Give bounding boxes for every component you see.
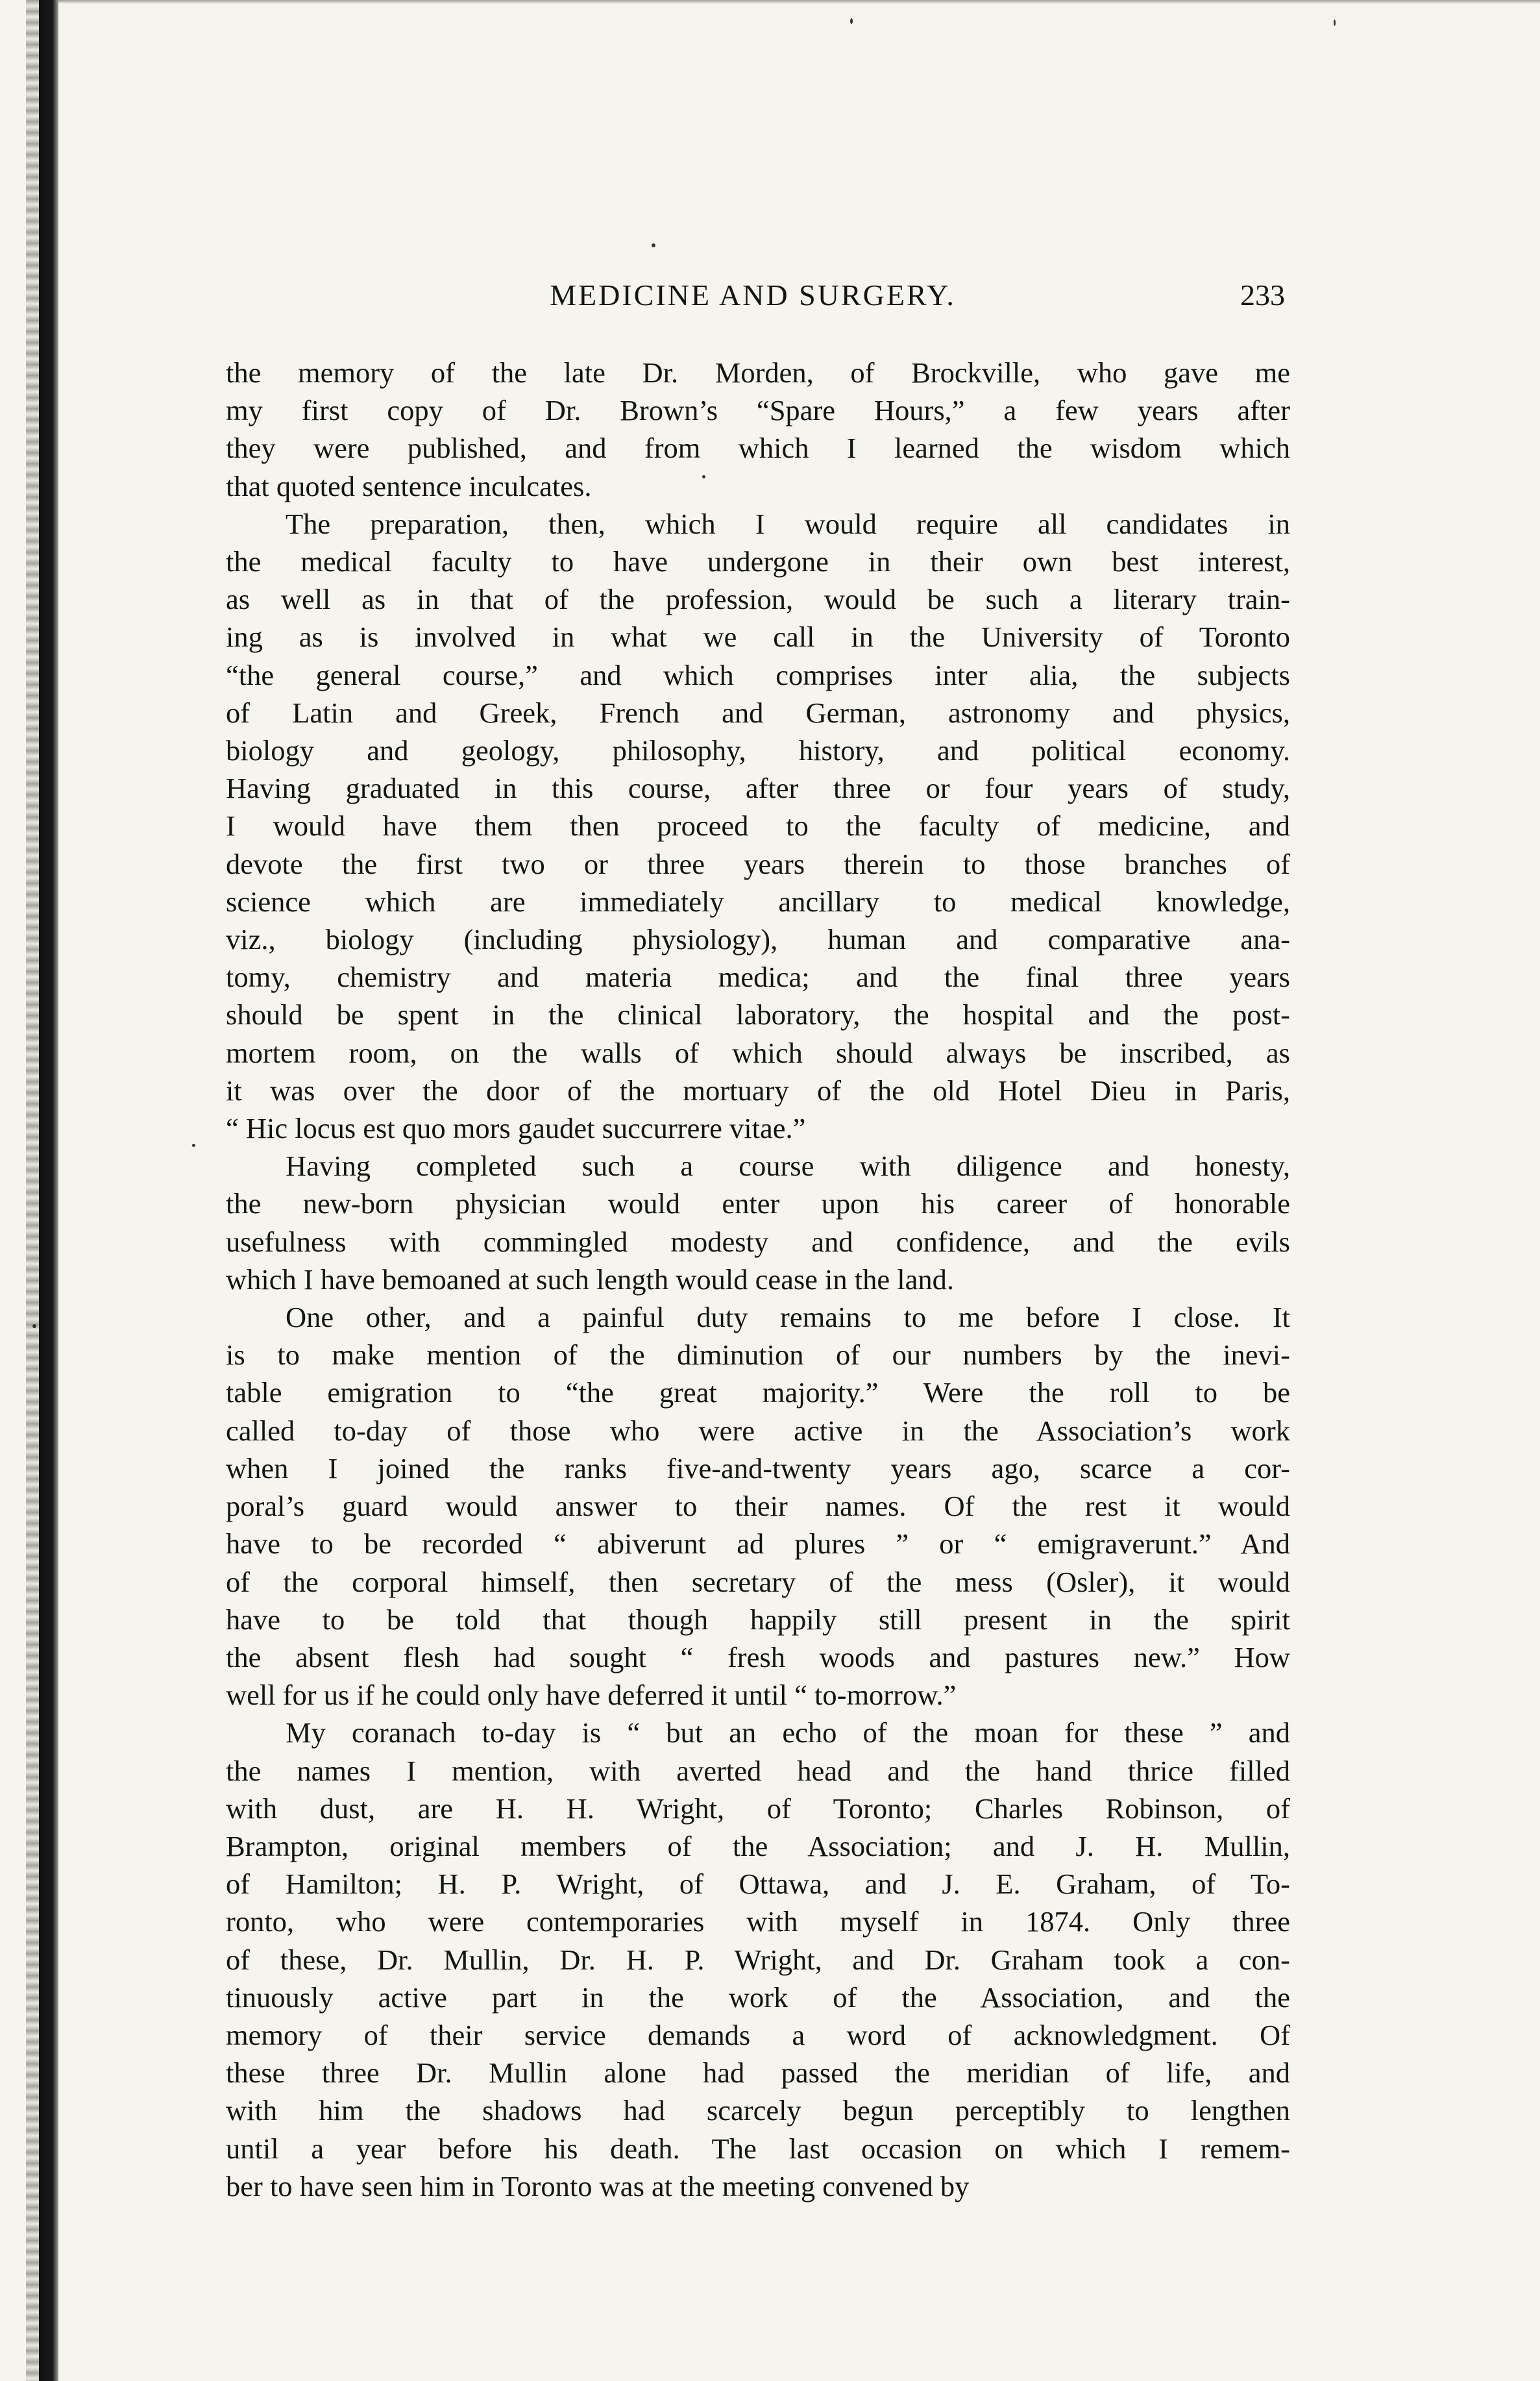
page-top-edge <box>58 0 1540 4</box>
text-line: tomy, chemistry and materia medica; and the final three years <box>226 961 1290 994</box>
text-line: the memory of the late Dr. Morden, of Brockville, who gave me <box>226 356 1290 389</box>
text-line: the medical faculty to have undergone in their own best interest, <box>226 545 1290 578</box>
text-line: the absent flesh had sought “ fresh woods and pastures new.” How <box>226 1640 1290 1673</box>
text-line: with him the shadows had scarcely begun perceptibly to lengthen <box>226 2094 1290 2127</box>
scan-speck <box>850 18 853 24</box>
text-line: of these, Dr. Mullin, Dr. H. P. Wright, and Dr. Graham took a con- <box>226 1943 1290 1976</box>
text-line: should be spent in the clinical laboratory, the hospital and the post- <box>226 998 1290 1031</box>
text-line: My coranach to-day is “ but an echo of the moan for these ” and <box>286 1716 1290 1749</box>
text-line: have to be recorded “ abiverunt ad plures ” or “ emigraverunt.” And <box>226 1527 1290 1561</box>
text-line: table emigration to “the great majority.” Were the roll to be <box>226 1376 1290 1409</box>
text-line: that quoted sentence inculcates. <box>226 469 592 502</box>
text-line: it was over the door of the mortuary of the old Hotel Dieu in Paris, <box>226 1074 1290 1107</box>
text-line: ing as is involved in what we call in the University of Toronto <box>226 621 1290 654</box>
text-line: One other, and a painful duty remains to me before I close. It <box>286 1301 1290 1334</box>
scan-speck <box>32 1324 36 1328</box>
text-line: usefulness with commingled modesty and confidence, and the evils <box>226 1225 1290 1258</box>
text-line: with dust, are H. H. Wright, of Toronto; Charles Robinson, of <box>226 1792 1290 1825</box>
text-line: which I have bemoaned at such length would cease in the land. <box>226 1263 955 1296</box>
text-line: my first copy of Dr. Brown’s “Spare Hours,” a few years after <box>226 394 1290 427</box>
text-line: these three Dr. Mullin alone had passed the meridian of life, and <box>226 2056 1290 2090</box>
paragraph <box>226 1147 1290 1298</box>
text-line: The preparation, then, which I would require all candidates in <box>286 507 1290 540</box>
text-line: “the general course,” and which comprises inter alia, the subjects <box>226 658 1290 691</box>
page-number: 233 <box>1240 278 1285 312</box>
text-line: is to make mention of the diminution of our numbers by the inevi- <box>226 1339 1290 1372</box>
text-line: Brampton, original members of the Association; and J. H. Mullin, <box>226 1829 1290 1862</box>
text-line: the names I mention, with averted head and the hand thrice filled <box>226 1754 1290 1787</box>
page-header <box>221 273 1285 318</box>
text-line: as well as in that of the profession, would be such a literary train- <box>226 583 1290 616</box>
text-line: of Latin and Greek, French and German, astronomy and physics, <box>226 696 1290 729</box>
scan-speck <box>192 1144 195 1147</box>
text-line: science which are immediately ancillary to medical knowledge, <box>226 885 1290 918</box>
body-text <box>226 354 1290 2205</box>
text-line: they were published, and from which I learned the wisdom which <box>226 432 1290 465</box>
text-line: biology and geology, philosophy, history, and political economy. <box>226 734 1290 767</box>
paragraph <box>226 1298 1290 1714</box>
text-line: I would have them then proceed to the faculty of medicine, and <box>226 809 1290 843</box>
text-line: of Hamilton; H. P. Wright, of Ottawa, and J. E. Graham, of To- <box>226 1868 1290 1901</box>
text-line: viz., biology (including physiology), human and comparative ana- <box>226 923 1290 956</box>
text-line: when I joined the ranks five-and-twenty years ago, scarce a cor- <box>226 1451 1290 1485</box>
text-line: ber to have seen him in Toronto was at the meeting convened by <box>226 2169 970 2202</box>
text-line: devote the first two or three years therein to those branches of <box>226 847 1290 880</box>
paragraph <box>226 1714 1290 2205</box>
text-line: Having graduated in this course, after three or four years of study, <box>226 772 1290 805</box>
text-line: mortem room, on the walls of which should always be inscribed, as <box>226 1036 1290 1069</box>
text-line: Having completed such a course with diligence and honesty, <box>286 1150 1290 1183</box>
text-line: the new-born physician would enter upon his career of honorable <box>226 1187 1290 1220</box>
text-line: poral’s guard would answer to their names. Of the rest it would <box>226 1490 1290 1523</box>
text-line: called to-day of those who were active in the Association’s work <box>226 1414 1290 1447</box>
text-line: well for us if he could only have deferred it until “ to-morrow.” <box>226 1679 957 1712</box>
paragraph <box>226 354 1290 505</box>
text-line: “ Hic locus est quo mors gaudet succurrere vitae.” <box>226 1112 806 1145</box>
text-line: memory of their service demands a word of acknowledgment. Of <box>226 2018 1290 2051</box>
text-line: have to be told that though happily still present in the spirit <box>226 1603 1290 1636</box>
text-line: of the corporal himself, then secretary of the mess (Osler), it would <box>226 1565 1290 1598</box>
scan-speck <box>652 243 655 247</box>
text-line: until a year before his death. The last occasion on which I remem- <box>226 2132 1290 2165</box>
paragraph <box>226 505 1290 1147</box>
running-head: MEDICINE AND SURGERY. <box>550 278 956 312</box>
page-gutter-shadow <box>39 0 58 2381</box>
text-line: ronto, who were contemporaries with myself in 1874. Only three <box>226 1905 1290 1938</box>
page-gutter-fringe <box>26 0 39 2381</box>
scan-speck <box>1334 19 1336 26</box>
text-line: tinuously active part in the work of the Association, and the <box>226 1980 1290 2014</box>
